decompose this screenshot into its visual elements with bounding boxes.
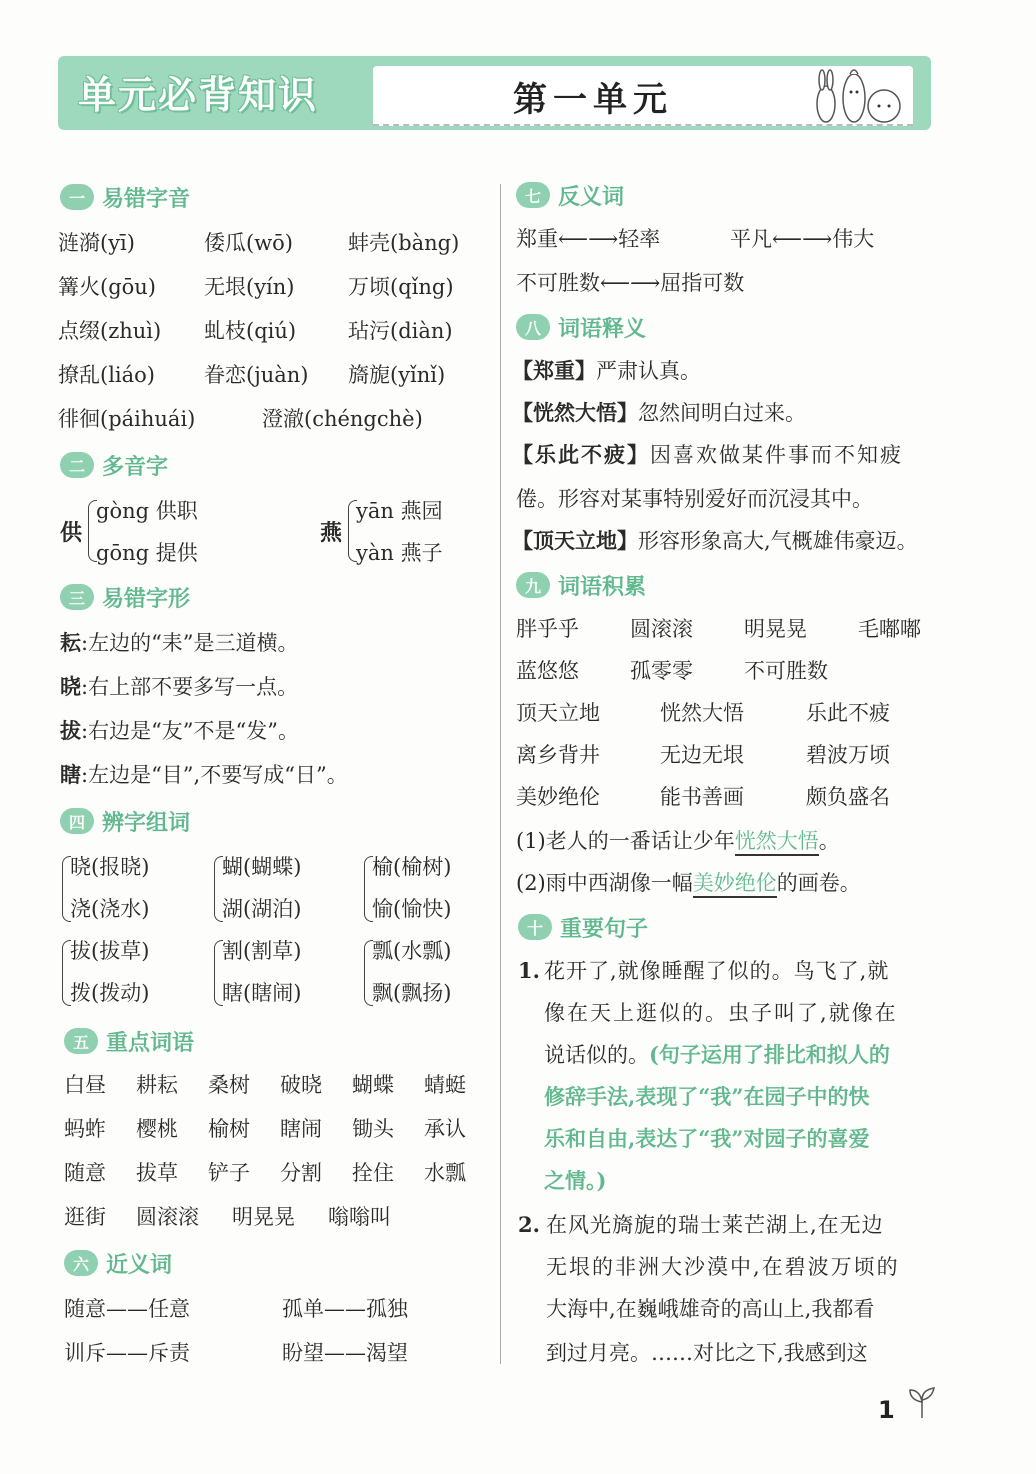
pronunciation-item: 蚌壳(bàng): [348, 231, 460, 255]
key-word: 白昼: [64, 1073, 106, 1097]
shape-text: :右边是“友”不是“发”。: [81, 719, 300, 743]
sentence-line: 大海中,在巍峨雄奇的高山上,我都看: [546, 1297, 875, 1321]
key-word: 明晃晃: [232, 1205, 295, 1229]
pronunciation-item: 玷污(diàn): [348, 319, 453, 343]
word-group-item: 榆(榆树): [372, 855, 452, 879]
accumulation-word: 乐此不疲: [806, 701, 890, 725]
key-word: 瞎闹: [280, 1117, 322, 1141]
banner-title: 单元必背知识: [78, 73, 319, 117]
word-group-item: 瞎(瞎闹): [222, 981, 302, 1005]
accumulation-word: 毛嘟嘟: [858, 617, 921, 641]
word-group-item: 湖(湖泊): [222, 897, 302, 921]
sentence-line: 在风光旖旎的瑞士莱芒湖上,在无边: [546, 1213, 884, 1237]
shape-char: 瞎: [60, 762, 81, 787]
fill-sentence: [516, 826, 840, 856]
key-word: 蚂蚱: [64, 1117, 106, 1141]
section-title: 重要句子: [560, 916, 649, 942]
section-title: 易错字音: [102, 186, 191, 212]
sentence-number: 1.: [518, 958, 540, 983]
sentence-note: (句子运用了排比和拟人的: [649, 1042, 890, 1067]
pronunciation-item: 旖旎(yǐnǐ): [348, 363, 446, 387]
key-word: 蜻蜓: [424, 1073, 466, 1097]
section-heading: [518, 912, 648, 942]
section-number-badge: 三: [60, 584, 94, 610]
word-group-item: 浇(浇水): [70, 897, 150, 921]
shape-note: [60, 760, 348, 790]
key-word: 圆滚滚: [136, 1205, 199, 1229]
word-group-item: 瓢(水瓢): [372, 939, 452, 963]
section-title: 近义词: [106, 1252, 173, 1278]
pronunciation-item: 无垠(yín): [204, 275, 295, 299]
fill-sentence-pre: (2)雨中西湖像一幅: [516, 871, 693, 895]
pronunciation-item: 篝火(gōu): [58, 275, 156, 299]
word-group-item: 飘(飘扬): [372, 981, 452, 1005]
definition-continuation: [516, 484, 873, 514]
section-heading: [516, 180, 624, 210]
section-heading: [60, 450, 168, 480]
section-title: 反义词: [558, 184, 625, 210]
fill-sentence-post: 的画卷。: [776, 871, 861, 895]
key-word: 榆树: [208, 1117, 250, 1141]
sentence-note: 修辞手法,表现了“我”在园子中的快: [544, 1084, 870, 1109]
accumulation-word: 离乡背井: [516, 743, 600, 767]
section-number-badge: 九: [516, 572, 550, 598]
banner-unit-title: 第一单元: [513, 80, 673, 120]
sentence-note: 乐和自由,表达了“我”对园子的喜爱: [544, 1126, 870, 1151]
key-word: 嗡嗡叫: [328, 1205, 391, 1229]
accumulation-word: 蓝悠悠: [516, 659, 579, 683]
accumulation-word: 碧波万顷: [806, 743, 890, 767]
section-number-badge: 十: [518, 914, 552, 940]
sentence-line: 说话似的。: [544, 1043, 649, 1067]
word-group-item: 割(割草): [222, 939, 302, 963]
fill-sentence-pre: (1)老人的一番话让少年: [516, 829, 735, 853]
polyphone-char: 供: [60, 520, 83, 546]
sentence-number: 2.: [518, 1212, 540, 1237]
sentence-note: 之情。): [544, 1168, 607, 1193]
definition-term: 【顶天立地】: [512, 528, 638, 553]
definition-term: 【郑重】: [512, 358, 596, 383]
definition: [512, 526, 918, 556]
key-word: 锄头: [352, 1117, 394, 1141]
shape-char: 耘: [60, 630, 81, 655]
antonym-pair: 平凡⟵⟶伟大: [730, 227, 875, 251]
key-word: 水瓢: [424, 1161, 466, 1185]
section-heading: [60, 806, 190, 836]
section-title: 辨字组词: [102, 810, 191, 836]
polyphone-reading: gōng 提供: [96, 541, 198, 565]
sentence-line: 无垠的非洲大沙漠中,在碧波万顷的: [546, 1255, 900, 1279]
section-number-badge: 八: [516, 314, 550, 340]
sentence-line: 花开了,就像睡醒了似的。鸟飞了,就: [544, 959, 890, 983]
unit-banner: [58, 56, 931, 130]
shape-note: [60, 628, 299, 658]
synonym-pair: 随意——任意: [64, 1297, 190, 1321]
key-word: 桑树: [208, 1073, 250, 1097]
shape-text: :右上部不要多写一点。: [81, 675, 299, 699]
antonym-pair: 郑重⟵⟶轻率: [516, 227, 661, 251]
accumulation-word: 能书善画: [660, 785, 744, 809]
definition-text: 倦。形容对某事特别爱好而沉浸其中。: [516, 487, 873, 511]
section-title: 词语释义: [558, 316, 647, 342]
accumulation-word: 圆滚滚: [630, 617, 693, 641]
accumulation-word: 颇负盛名: [806, 785, 890, 809]
key-word: 破晓: [280, 1073, 322, 1097]
section-number-badge: 六: [64, 1250, 98, 1276]
accumulation-word: 无边无垠: [660, 743, 744, 767]
key-word: 拔草: [136, 1161, 178, 1185]
key-word: 随意: [64, 1161, 106, 1185]
pronunciation-item: 万顷(qǐng): [348, 275, 454, 299]
section-number-badge: 七: [516, 182, 550, 208]
fill-answer: 恍然大悟: [735, 829, 819, 856]
pronunciation-item: 倭瓜(wō): [204, 231, 294, 255]
definition: [512, 356, 701, 386]
antonym-pair: 不可胜数⟵⟶屈指可数: [516, 271, 745, 295]
word-group-item: 蝴(蝴蝶): [222, 855, 302, 879]
word-group-item: 拔(拔草): [70, 939, 150, 963]
sentence-line-with-note: [544, 1040, 890, 1070]
section-heading: [516, 312, 646, 342]
definition: [512, 440, 903, 470]
section-heading: [64, 1248, 172, 1278]
key-word: 拴住: [352, 1161, 394, 1185]
section-title: 易错字形: [102, 586, 191, 612]
key-word: 蝴蝶: [352, 1073, 394, 1097]
section-number-badge: 二: [60, 452, 94, 478]
key-word: 承认: [424, 1117, 466, 1141]
key-word: 逛街: [64, 1205, 106, 1229]
section-heading: [60, 182, 190, 212]
pronunciation-item: 撩乱(liáo): [58, 363, 155, 387]
accumulation-word: 胖乎乎: [516, 617, 579, 641]
accumulation-word: 顶天立地: [516, 701, 600, 725]
key-word: 耕耘: [136, 1073, 178, 1097]
section-heading: [60, 582, 190, 612]
word-group-item: 晓(报晓): [70, 855, 150, 879]
shape-char: 晓: [60, 674, 81, 699]
word-group-item: 拨(拨动): [70, 981, 150, 1005]
synonym-pair: 盼望——渴望: [282, 1341, 408, 1365]
column-divider: [500, 184, 501, 1364]
section-title: 重点词语: [106, 1030, 195, 1056]
shape-note: [60, 716, 299, 746]
sprout-icon: [904, 1384, 940, 1420]
shape-char: 拔: [60, 718, 81, 743]
polyphone-reading: yān 燕园: [356, 499, 443, 523]
section-number-badge: 一: [60, 184, 94, 210]
shape-text: :左边是“目”,不要写成“日”。: [81, 763, 348, 787]
section-number-badge: 五: [64, 1028, 98, 1054]
polyphone-reading: yàn 燕子: [356, 541, 443, 565]
section-heading: [64, 1026, 194, 1056]
shape-text: :左边的“耒”是三道横。: [81, 631, 299, 655]
accumulation-word: 明晃晃: [744, 617, 807, 641]
synonym-pair: 训斥——斥责: [64, 1341, 190, 1365]
polyphone-char: 燕: [320, 520, 343, 546]
definition-term: 【乐此不疲】: [512, 442, 650, 467]
word-group-item: 愉(愉快): [372, 897, 452, 921]
polyphone-reading: gòng 供职: [96, 499, 198, 523]
key-word: 铲子: [208, 1161, 250, 1185]
fill-sentence: [516, 868, 861, 898]
definition-text: 形容形象高大,气概雄伟豪迈。: [638, 529, 918, 553]
accumulation-word: 孤零零: [630, 659, 693, 683]
synonym-pair: 孤单——孤独: [282, 1297, 408, 1321]
pronunciation-item: 虬枝(qiú): [204, 319, 297, 343]
shape-note: [60, 672, 298, 702]
section-title: 多音字: [102, 454, 169, 480]
pronunciation-item: 点缀(zhuì): [58, 319, 162, 343]
pronunciation-item: 眷恋(juàn): [204, 363, 309, 387]
page-number: 1: [878, 1396, 895, 1424]
definition-term: 【恍然大悟】: [512, 400, 638, 425]
key-word: 樱桃: [136, 1117, 178, 1141]
section-number-badge: 四: [60, 808, 94, 834]
definition-text: 忽然间明白过来。: [638, 401, 806, 425]
accumulation-word: 恍然大悟: [660, 701, 744, 725]
section-title: 词语积累: [558, 574, 647, 600]
pronunciation-item: 涟漪(yī): [58, 231, 135, 255]
section-heading: [516, 570, 646, 600]
fill-answer: 美妙绝伦: [693, 871, 777, 898]
sentence-line: 像在天上逛似的。虫子叫了,就像在: [544, 1001, 898, 1025]
key-word: 分割: [280, 1161, 322, 1185]
sentence-line: 到过月亮。……对比之下,我感到这: [546, 1341, 868, 1365]
definition: [512, 398, 806, 428]
accumulation-word: 不可胜数: [744, 659, 828, 683]
pronunciation-item: 澄澈(chéngchè): [262, 407, 423, 431]
mascot-illustration: [810, 62, 910, 126]
definition-text: 因喜欢做某件事而不知疲: [650, 443, 903, 467]
definition-text: 严肃认真。: [596, 359, 701, 383]
pronunciation-item: 徘徊(páihuái): [58, 407, 196, 431]
accumulation-word: 美妙绝伦: [516, 785, 600, 809]
fill-sentence-post: 。: [818, 829, 840, 853]
